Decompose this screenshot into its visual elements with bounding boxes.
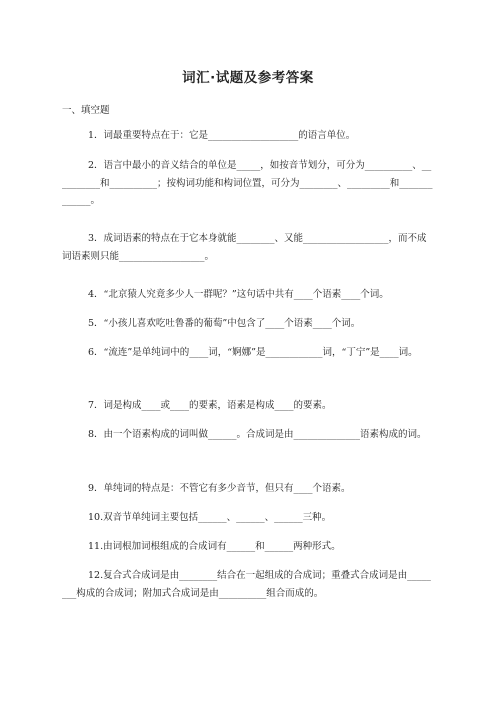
question-1: 1．词最重要特点在于：它是___________________的语言单位。 <box>88 130 356 141</box>
question-2: 2．语言中最小的音义结合的单位是_____，如按音节划分，可分为__________、__________和__________；按构词功能和构词位置，可分为________、_________和_____________。 <box>62 160 433 206</box>
question-3: 3．成词语素的特点在于它本身就能________、又能__________________，而不成词语素则只能__________________。 <box>62 233 427 262</box>
question-7: 7．词是构成____或____的要素，语素是构成____的要素。 <box>88 400 332 411</box>
page-title: 词汇·试题及参考答案 <box>182 70 314 86</box>
section-heading: 一、填空题 <box>62 105 110 116</box>
question-8: 8．由一个语素构成的词叫做______。合成词是由______________语素构成的词。 <box>88 429 427 440</box>
question-5: 5．“小孩儿喜欢吃吐鲁番的葡萄”中包含了____个语素____个词。 <box>88 318 361 329</box>
question-11: 11.由词根加词根组成的合成词有______和______两种形式。 <box>88 541 341 552</box>
question-12: 12.复合式合成词是由________结合在一起组成的合成词；重叠式合成词是由________构成的合成词；附加式合成词是由__________组合而成的。 <box>62 570 431 599</box>
question-9: 9．单纯词的特点是：不管它有多少音节，但只有____个语素。 <box>88 483 351 494</box>
question-10: 10.双音节单纯词主要包括______、______、______三种。 <box>88 512 332 523</box>
question-6: 6．“流连”是单纯词中的____词，“婀娜”是____________词，“丁宁”是____词。 <box>88 347 418 358</box>
question-4: 4．“北京猿人究竟多少人一群呢？”这句话中共有____个语素____个词。 <box>88 289 389 300</box>
